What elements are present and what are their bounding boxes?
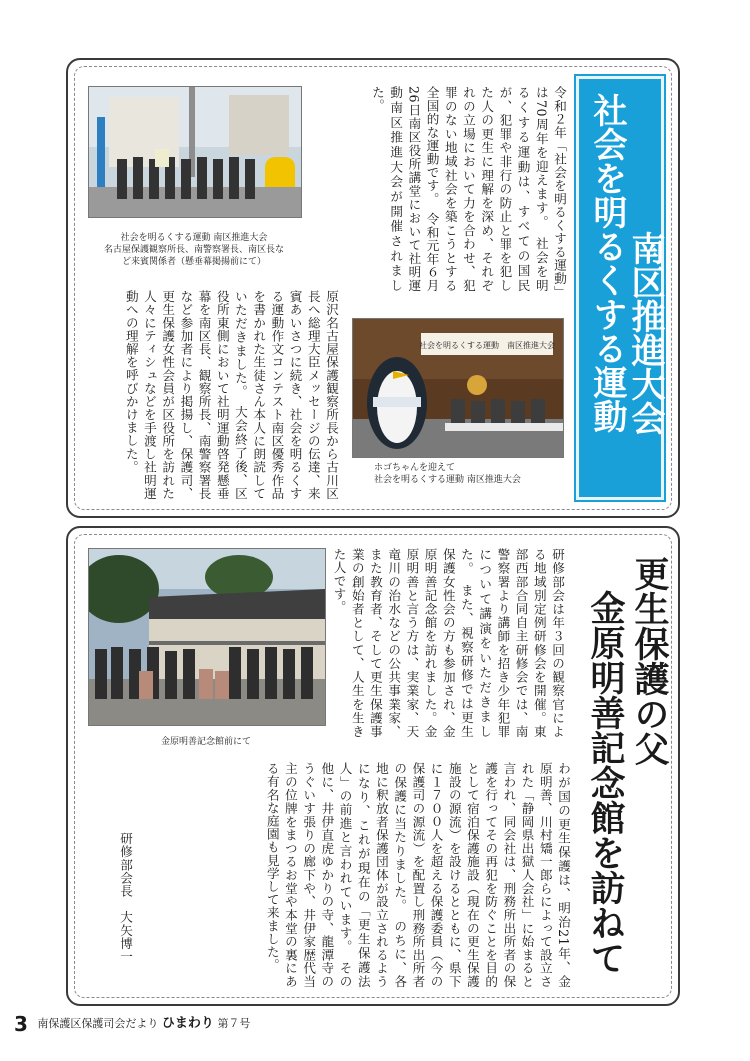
article1-body-upper: 令和２年「社会を明るくする運動」は70周年を迎えます。 社会を明るくする運動は、すべての国民が、犯罪や非行の防止と罪を犯した人の更生に理解を深め、それぞれの立場において力を合わせ、犯罪のない地域社会を築こうとする全国的な運動です。 令和元年６月26日南区役所講堂において社明運動南区推進大会が開催されました。	[369, 86, 567, 292]
article2-body-left: 研修部会は年３回の観察官による地域別定例研修会を開催。東部西部合同自主研修会では、南警察署より講師を招き少年犯罪について講演をいただきました。 また、視察研修では更生保護女性会の方も参加され、金原明善記念館を訪れました。金原明善と言う方は、実業家、天竜川の治水などの公共事業家、また教育者、そして更生保護事業の創始者として、人生を生きた人です。	[331, 548, 565, 738]
article2-body-right: わが国の更生保護は、明治21年、金原明善、川村矯一郎らによって設立された「静岡県出獄人会社」に始まると言われ、同会社は、刑務所出所者の保護を行ってその再犯を防ぐことを目的として宿泊保護施設（現在の更生保護施設の源流）を設けるとともに、県下に１７００人を超える保護委員（今の保護司の源流）を配置し刑務所出所者の保護に当たりました。 のちに、各地に釈放者保護団体が設立されるようになり、これが現在の「更生保護法人」の前進と言われています。 その他に、井伊直虎ゆかりの寺、龍潭寺のうぐいす張りの廊下や、井伊家歴代当主の位牌をまつるお堂や本堂の裏にある有名な庭園も見学して来ました。	[264, 762, 571, 988]
mascot-stage-photo-image	[353, 319, 563, 457]
caption-line: 社会を明るくする運動 南区推進大会	[374, 475, 521, 485]
article2-title-line2: 金原明善記念館を訪ねて	[585, 590, 626, 975]
newsletter-name: ひまわり	[161, 1016, 214, 1031]
memorial-hall-photo-caption: 金原明善記念館前にて	[160, 737, 251, 747]
memorial-hall-photo	[88, 548, 326, 726]
issue-number: 第７号	[217, 1017, 251, 1030]
mascot-photo-caption	[352, 462, 562, 486]
article1-title-banner	[576, 76, 664, 500]
stage-sign-text: 社会を明るくする運動 南区推進大会	[419, 341, 555, 350]
page-footer	[14, 1012, 250, 1036]
ceremony-photo-image	[89, 87, 301, 217]
ceremony-photo	[88, 86, 302, 218]
article2-signature: 研修部会長 大矢博一	[118, 832, 133, 963]
banner-title-line2: 南区推進大会	[625, 231, 665, 435]
newsletter-title: 南保護区保護司会だより	[37, 1017, 159, 1030]
page-number: 3	[14, 1012, 28, 1036]
caption-line: 名古屋保護観察所長、南警察署長、南区長な	[103, 245, 284, 255]
memorial-hall-photo-image	[89, 549, 325, 725]
article2-title-line1: 更生保護の父	[629, 556, 670, 766]
ceremony-photo-caption	[88, 232, 300, 268]
banner-title-line1: 社会を明るくする運動	[587, 93, 627, 433]
article1-body-lower: 原沢名古屋保護観察所長から古川区長へ総理大臣メッセージの伝達、来賓あいさつに続き、社会を明るくする運動作文コンテスト南区優秀作品を書かれた生徒さん本人に朗読していただきました。 大会終了後、区役所東側において社明運動啓発懸垂幕を南区長、観察所長、南警察署長など参加者により掲揚し、保護司、更生保護女性会員が区役所を訪れた人々にティシュなどを手渡し社明運動への理解を呼びかけました。	[123, 290, 339, 500]
caption-line: 社会を明るくする運動 南区推進大会	[120, 233, 268, 243]
caption-line: ど来賓関係者（懸垂幕掲揚前にて）	[121, 257, 266, 267]
caption-line: ホゴちゃんを迎えて	[374, 463, 456, 473]
mascot-stage-photo	[352, 318, 564, 458]
